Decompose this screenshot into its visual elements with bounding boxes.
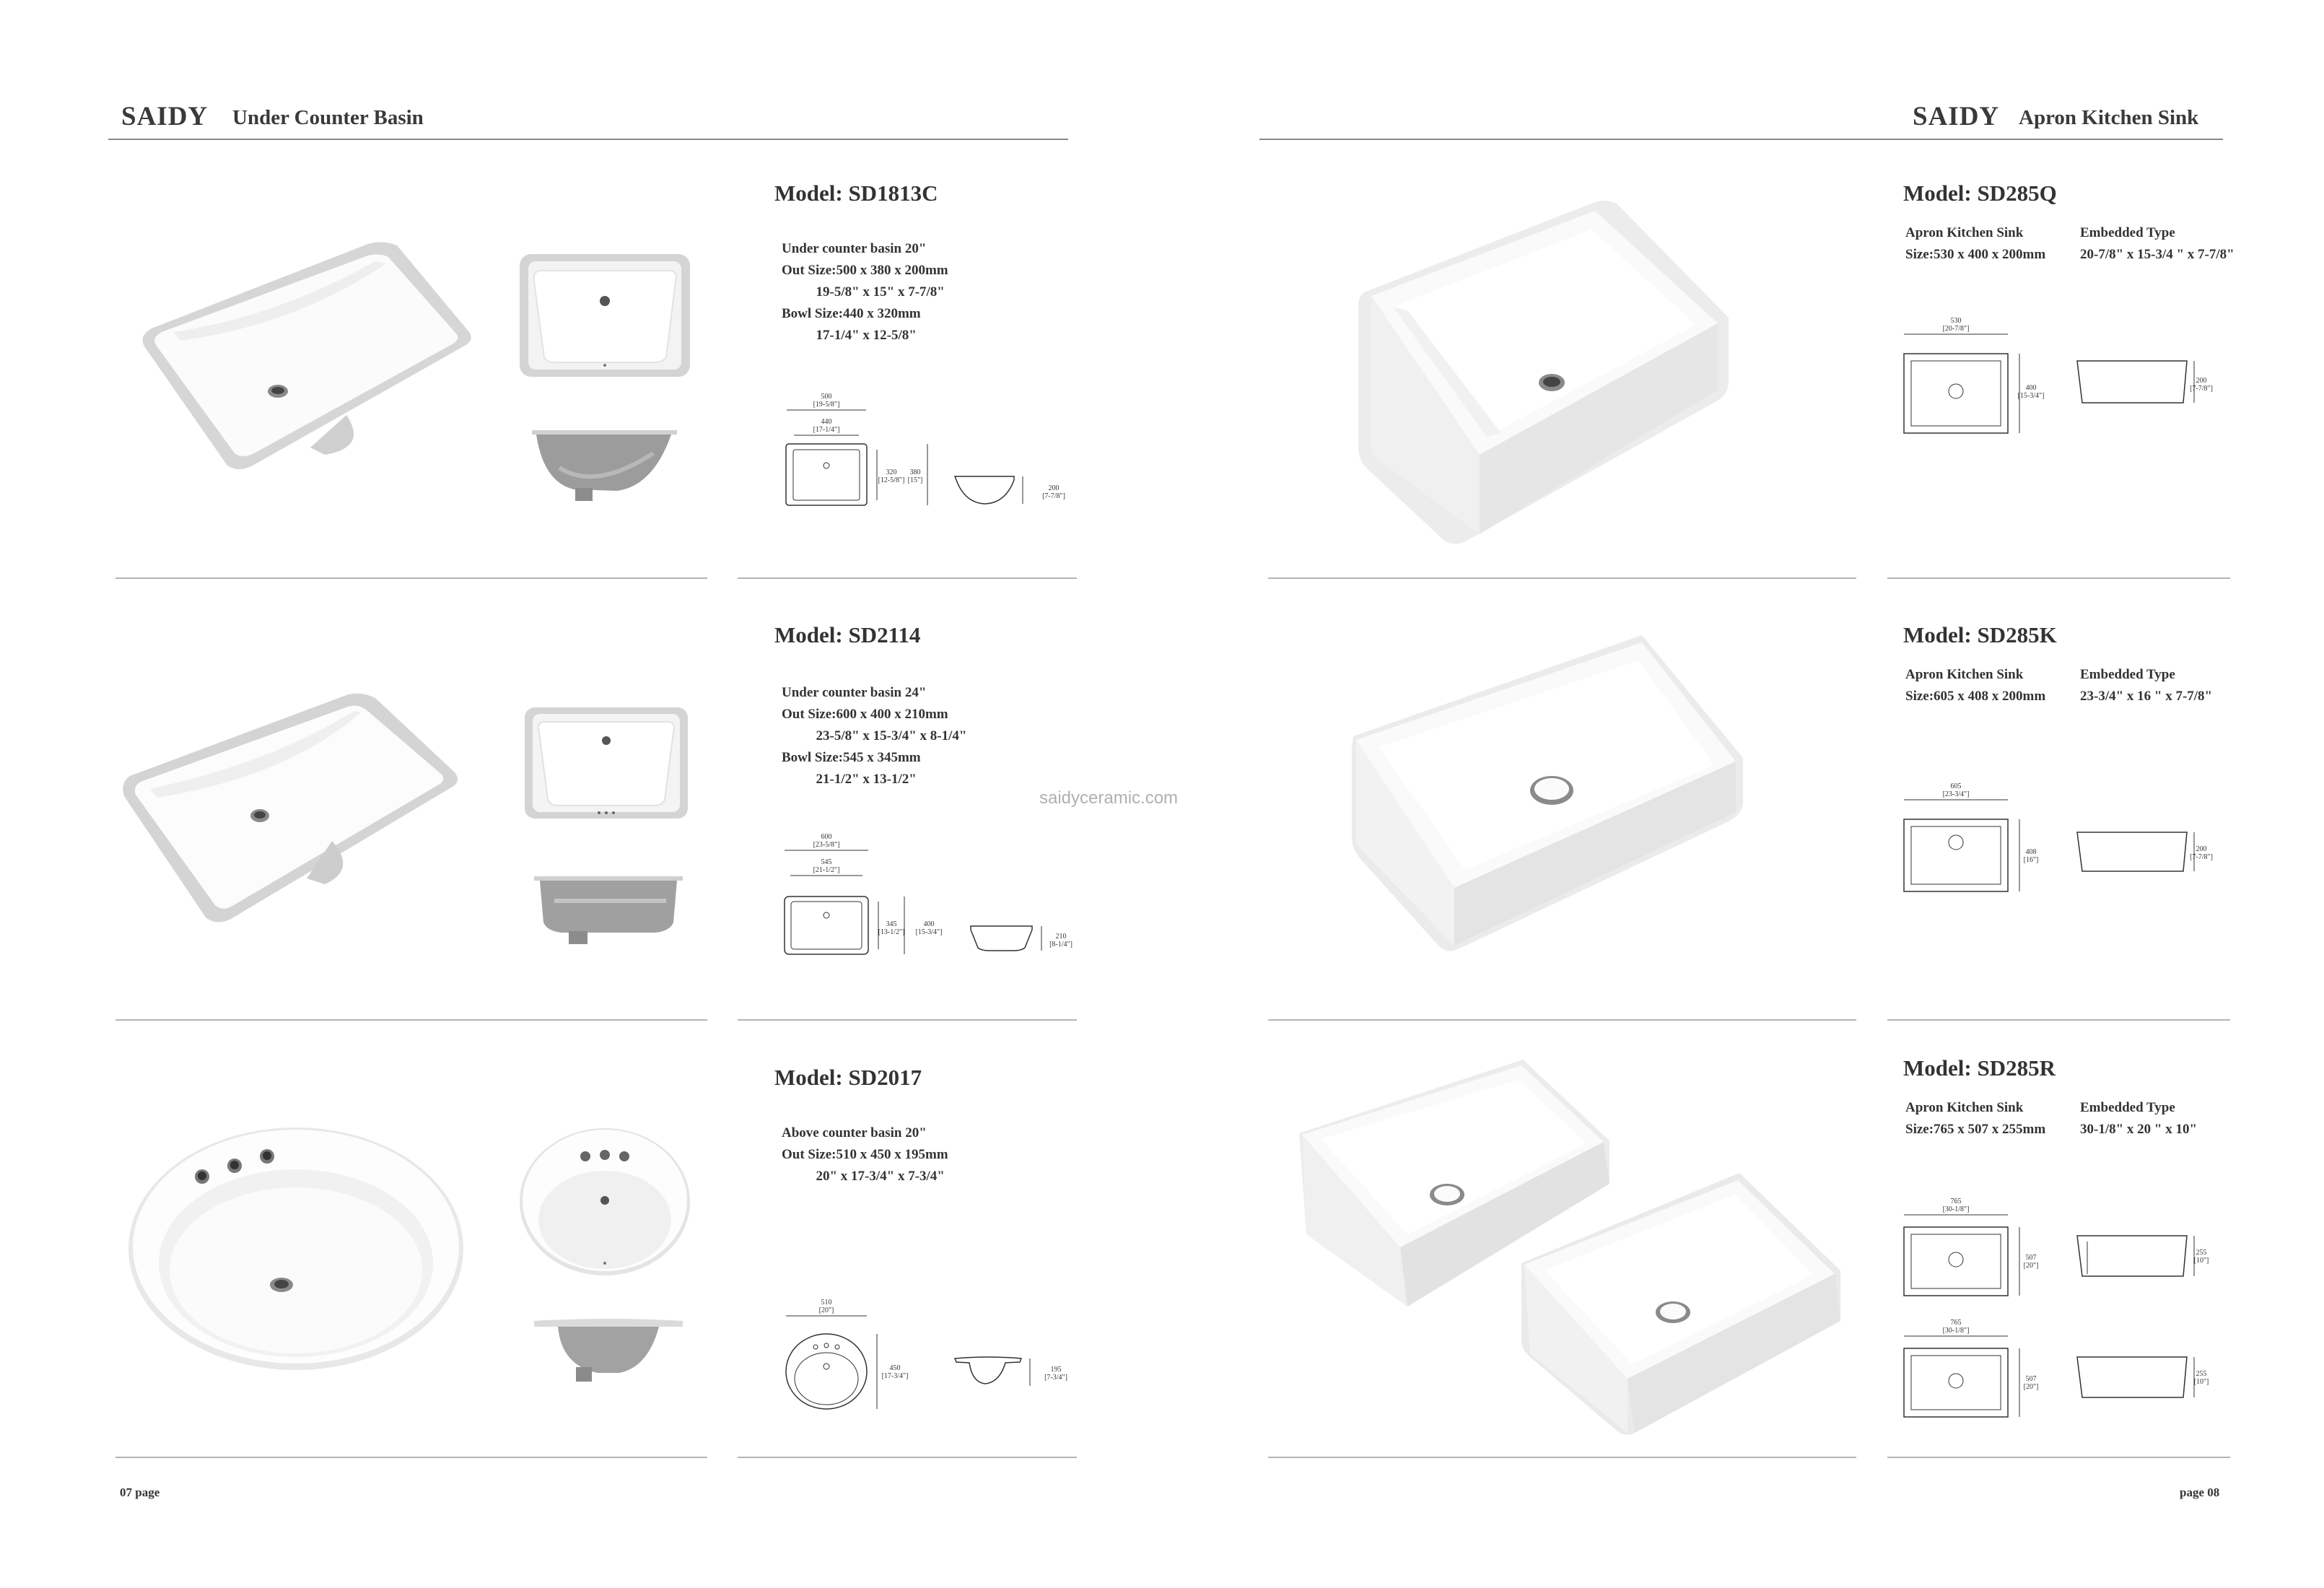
dimension-drawing (1898, 310, 2213, 440)
row-divider (738, 577, 1077, 579)
spec-line: Out Size:600 x 400 x 210mm (782, 707, 948, 722)
spec-line: Size:765 x 507 x 255mm (1905, 1122, 2046, 1137)
basin-perspective-image (115, 689, 469, 928)
dim-label: [12-5/8"] (878, 476, 905, 484)
row-divider (1268, 1457, 1856, 1458)
dim-label: [13-1/2"] (878, 928, 905, 936)
spec-line: Size:530 x 400 x 200mm (1905, 247, 2046, 262)
spec-line: Bowl Size:440 x 320mm (782, 306, 921, 321)
basin-perspective-image (130, 231, 484, 476)
model-title: Model: SD2017 (774, 1065, 922, 1090)
row-divider (1887, 1019, 2230, 1021)
dim-label: [17-1/4"] (813, 426, 840, 434)
row-divider (1887, 577, 2230, 579)
dimension-drawing (1898, 1312, 2209, 1428)
dim-label: 605 (1950, 782, 1962, 790)
dimension-drawing (776, 1292, 1079, 1429)
dim-label: [7-7/8"] (2190, 385, 2213, 393)
dim-label: 255 (2196, 1249, 2207, 1257)
dim-label: 765 (1950, 1197, 1962, 1205)
spec-line: Under counter basin 24" (782, 685, 927, 700)
dim-label: 600 (821, 833, 832, 841)
dim-label: 380 (909, 468, 921, 476)
dim-label: [15"] (907, 476, 923, 484)
row-divider (115, 577, 707, 579)
dim-label: 210 (1055, 933, 1067, 941)
dim-label: 507 (2025, 1254, 2037, 1262)
dim-label: [17-3/4"] (881, 1372, 909, 1380)
dim-label: 545 (821, 858, 832, 866)
dim-label: 408 (2025, 848, 2037, 856)
dim-label: 400 (2025, 384, 2037, 392)
spec-line: Embedded Type (2080, 225, 2175, 240)
row-divider (1887, 1457, 2230, 1458)
dim-label: 500 (821, 393, 832, 401)
spec-line: Apron Kitchen Sink (1905, 225, 2024, 240)
dim-label: [7-7/8"] (2190, 853, 2213, 861)
spec-line: Apron Kitchen Sink (1905, 1100, 2024, 1115)
row-divider (738, 1019, 1077, 1021)
dim-label: 320 (886, 468, 897, 476)
basin-top-view-image (518, 1126, 691, 1278)
left-brand: SAIDY (121, 102, 209, 131)
sink-perspective-image (1346, 628, 1750, 960)
basin-perspective-image (119, 1112, 473, 1379)
spec-line: 20" x 17-3/4" x 7-3/4" (782, 1169, 945, 1184)
row-divider (1268, 1019, 1856, 1021)
dim-label: 765 (1950, 1319, 1962, 1327)
dimension-drawing (1898, 776, 2213, 906)
spec-line: 23-5/8" x 15-3/4" x 8-1/4" (782, 728, 967, 743)
dim-label: [19-5/8"] (813, 401, 840, 409)
spec-line: Embedded Type (2080, 1100, 2175, 1115)
dim-label: 195 (1050, 1366, 1062, 1374)
dim-label: 255 (2196, 1370, 2207, 1378)
spec-line: Bowl Size:545 x 345mm (782, 750, 921, 765)
row-divider (738, 1457, 1077, 1458)
dim-label: 400 (923, 920, 935, 928)
dim-label: [20"] (2023, 1262, 2039, 1270)
spec-line: Apron Kitchen Sink (1905, 667, 2024, 682)
spec-line: Size:605 x 408 x 200mm (1905, 689, 2046, 704)
spec-line: 20-7/8" x 15-3/4 " x 7-7/8" (2080, 247, 2235, 262)
model-title: Model: SD285K (1903, 622, 2057, 647)
spec-line: 21-1/2" x 13-1/2" (782, 772, 917, 787)
dim-label: [7-3/4"] (1044, 1374, 1067, 1382)
dim-label: 200 (2196, 377, 2207, 385)
dimension-drawing (776, 386, 1079, 531)
page-number: 07 page (120, 1486, 160, 1499)
dimension-drawing (1898, 1191, 2209, 1306)
sink-perspective-image (1350, 195, 1739, 556)
right-brand: SAIDY (1913, 102, 2000, 131)
dim-label: 450 (889, 1364, 901, 1372)
right-header-rule (1259, 139, 2223, 140)
dim-label: [21-1/2"] (813, 866, 840, 874)
dim-label: [20"] (2023, 1383, 2039, 1391)
spec-line: 19-5/8" x 15" x 7-7/8" (782, 284, 945, 300)
dim-label: 507 (2025, 1375, 2037, 1383)
dim-label: [30-1/8"] (1942, 1205, 1970, 1213)
spec-line: Above counter basin 20" (782, 1125, 927, 1140)
dim-label: [10"] (2193, 1378, 2209, 1386)
dim-label: 200 (2196, 845, 2207, 853)
basin-top-view-image (523, 706, 689, 820)
watermark-text: saidyceramic.com (1039, 788, 1179, 808)
row-divider (1268, 577, 1856, 579)
dim-label: [23-3/4"] (1942, 790, 1970, 798)
spec-line: Embedded Type (2080, 667, 2175, 682)
dim-label: [20-7/8"] (1942, 325, 1970, 333)
dim-label: 200 (1048, 484, 1060, 492)
dim-label: 440 (821, 418, 832, 426)
model-title: Model: SD1813C (774, 180, 938, 206)
dim-label: [15-3/4"] (915, 928, 943, 936)
model-title: Model: SD285R (1903, 1055, 2056, 1081)
dim-label: 510 (821, 1299, 832, 1306)
dimension-drawing (776, 826, 1079, 971)
spec-line: Out Size:510 x 450 x 195mm (782, 1147, 948, 1162)
dim-label: [23-5/8"] (813, 841, 840, 849)
dim-label: [20"] (818, 1306, 834, 1314)
model-title: Model: SD2114 (774, 622, 921, 647)
dim-label: [15-3/4"] (2017, 392, 2045, 400)
basin-side-view-image (530, 424, 678, 504)
basin-top-view-image (518, 253, 691, 379)
spec-line: 17-1/4" x 12-5/8" (782, 328, 917, 343)
dim-label: [30-1/8"] (1942, 1327, 1970, 1335)
sink-pair-perspective-image (1292, 1054, 1855, 1444)
basin-side-view-image (533, 1315, 684, 1387)
dim-label: 345 (886, 920, 897, 928)
spec-line: Under counter basin 20" (782, 241, 927, 256)
spec-line: 30-1/8" x 20 " x 10" (2080, 1122, 2198, 1137)
dim-label: [8-1/4"] (1049, 941, 1073, 948)
spec-line: Out Size:500 x 380 x 200mm (782, 263, 948, 278)
dim-label: [10"] (2193, 1257, 2209, 1265)
row-divider (115, 1457, 707, 1458)
dim-label: [7-7/8"] (1042, 492, 1065, 500)
model-title: Model: SD285Q (1903, 180, 2057, 206)
right-section-title: Apron Kitchen Sink (2019, 106, 2199, 129)
left-header-rule (108, 139, 1068, 140)
row-divider (115, 1019, 707, 1021)
basin-side-view-image (533, 872, 684, 948)
left-section-title: Under Counter Basin (232, 106, 424, 129)
spec-line: 23-3/4" x 16 " x 7-7/8" (2080, 689, 2213, 704)
dim-label: [16"] (2023, 856, 2039, 864)
page-number: page 08 (2180, 1486, 2220, 1499)
dim-label: 530 (1950, 317, 1962, 325)
